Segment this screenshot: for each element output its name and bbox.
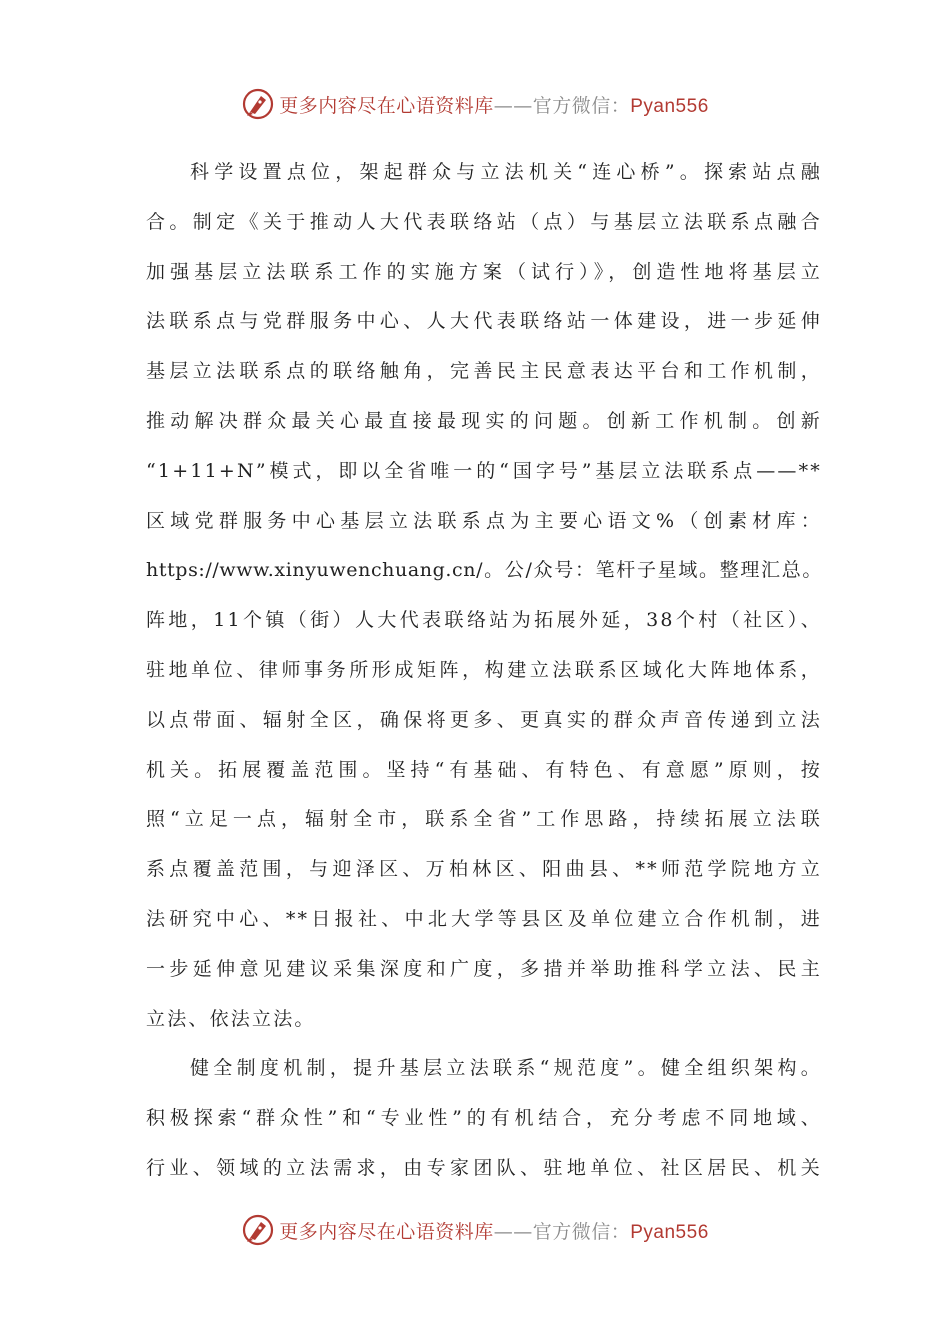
footer-banner bbox=[0, 1210, 950, 1250]
text-line: 立法、依法立法。 bbox=[146, 1007, 316, 1030]
text-line: 行业、领域的立法需求，由专家团队、驻地单位、社区居民、机关 bbox=[146, 1156, 822, 1179]
text-line: 机关。拓展覆盖范围。坚持“有基础、有特色、有意愿”原则，按 bbox=[146, 758, 822, 781]
banner-account: Pyan556 bbox=[630, 1221, 709, 1243]
header-banner bbox=[0, 84, 950, 124]
pen-nib-logo-icon bbox=[241, 87, 275, 121]
text-line: 合。制定《关于推动人大代表联络站（点）与基层立法联系点融合 bbox=[146, 210, 822, 233]
text-line: 照“立足一点，辐射全市，联系全省”工作思路，持续拓展立法联 bbox=[146, 808, 822, 831]
text-line: 驻地单位、律师事务所形成矩阵，构建立法联系区域化大阵地体系， bbox=[146, 658, 822, 681]
text-line: 健全制度机制，提升基层立法联系“规范度”。健全组织架构。 bbox=[190, 1057, 822, 1080]
text-line: 积极探索“群众性”和“专业性”的有机结合，充分考虑不同地域、 bbox=[146, 1107, 822, 1130]
text-line: 阵地，11个镇（街）人大代表联络站为拓展外延，38个村（社区）、 bbox=[146, 609, 822, 632]
text-line: https://www.xinyuwenchuang.cn/。公/众号：笔杆子星域。整理汇总。 bbox=[146, 559, 822, 582]
text-line: 加强基层立法联系工作的实施方案（试行）》，创造性地将基层立 bbox=[146, 260, 822, 283]
text-line: 推动解决群众最关心最直接最现实的问题。创新工作机制。创新 bbox=[146, 409, 822, 432]
text-line: 系点覆盖范围，与迎泽区、万柏林区、阳曲县、**师范学院地方立 bbox=[146, 858, 822, 881]
text-line: 法联系点与党群服务中心、人大代表联络站一体建设，进一步延伸 bbox=[146, 310, 822, 333]
banner-text bbox=[279, 91, 709, 118]
text-line: 科学设置点位，架起群众与立法机关“连心桥”。探索站点融 bbox=[190, 161, 822, 183]
banner-separator: —— bbox=[493, 1220, 533, 1243]
text-line: 基层立法联系点的联络触角，完善民主民意表达平台和工作机制， bbox=[146, 360, 822, 383]
banner-account: Pyan556 bbox=[630, 95, 709, 117]
banner-separator: —— bbox=[493, 94, 533, 117]
document-body bbox=[146, 148, 822, 1194]
banner-main-text: 更多内容尽在心语资料库 bbox=[279, 94, 494, 117]
banner-main-text: 更多内容尽在心语资料库 bbox=[279, 1220, 494, 1243]
text-line: 法研究中心、**日报社、中北大学等县区及单位建立合作机制，进 bbox=[146, 907, 822, 930]
pen-nib-logo-icon bbox=[241, 1213, 275, 1247]
banner-account-label: 官方微信： bbox=[532, 94, 631, 117]
banner-account-label: 官方微信： bbox=[532, 1220, 631, 1243]
text-line: 以点带面、辐射全区，确保将更多、更真实的群众声音传递到立法 bbox=[146, 708, 822, 731]
text-line: “1+11+N”模式，即以全省唯一的“国字号”基层立法联系点——** bbox=[146, 459, 822, 482]
banner-text bbox=[279, 1217, 709, 1244]
text-line: 一步延伸意见建议采集深度和广度，多措并举助推科学立法、民主 bbox=[146, 957, 822, 980]
text-line: 区域党群服务中心基层立法联系点为主要心语文%（创素材库： bbox=[146, 509, 822, 532]
